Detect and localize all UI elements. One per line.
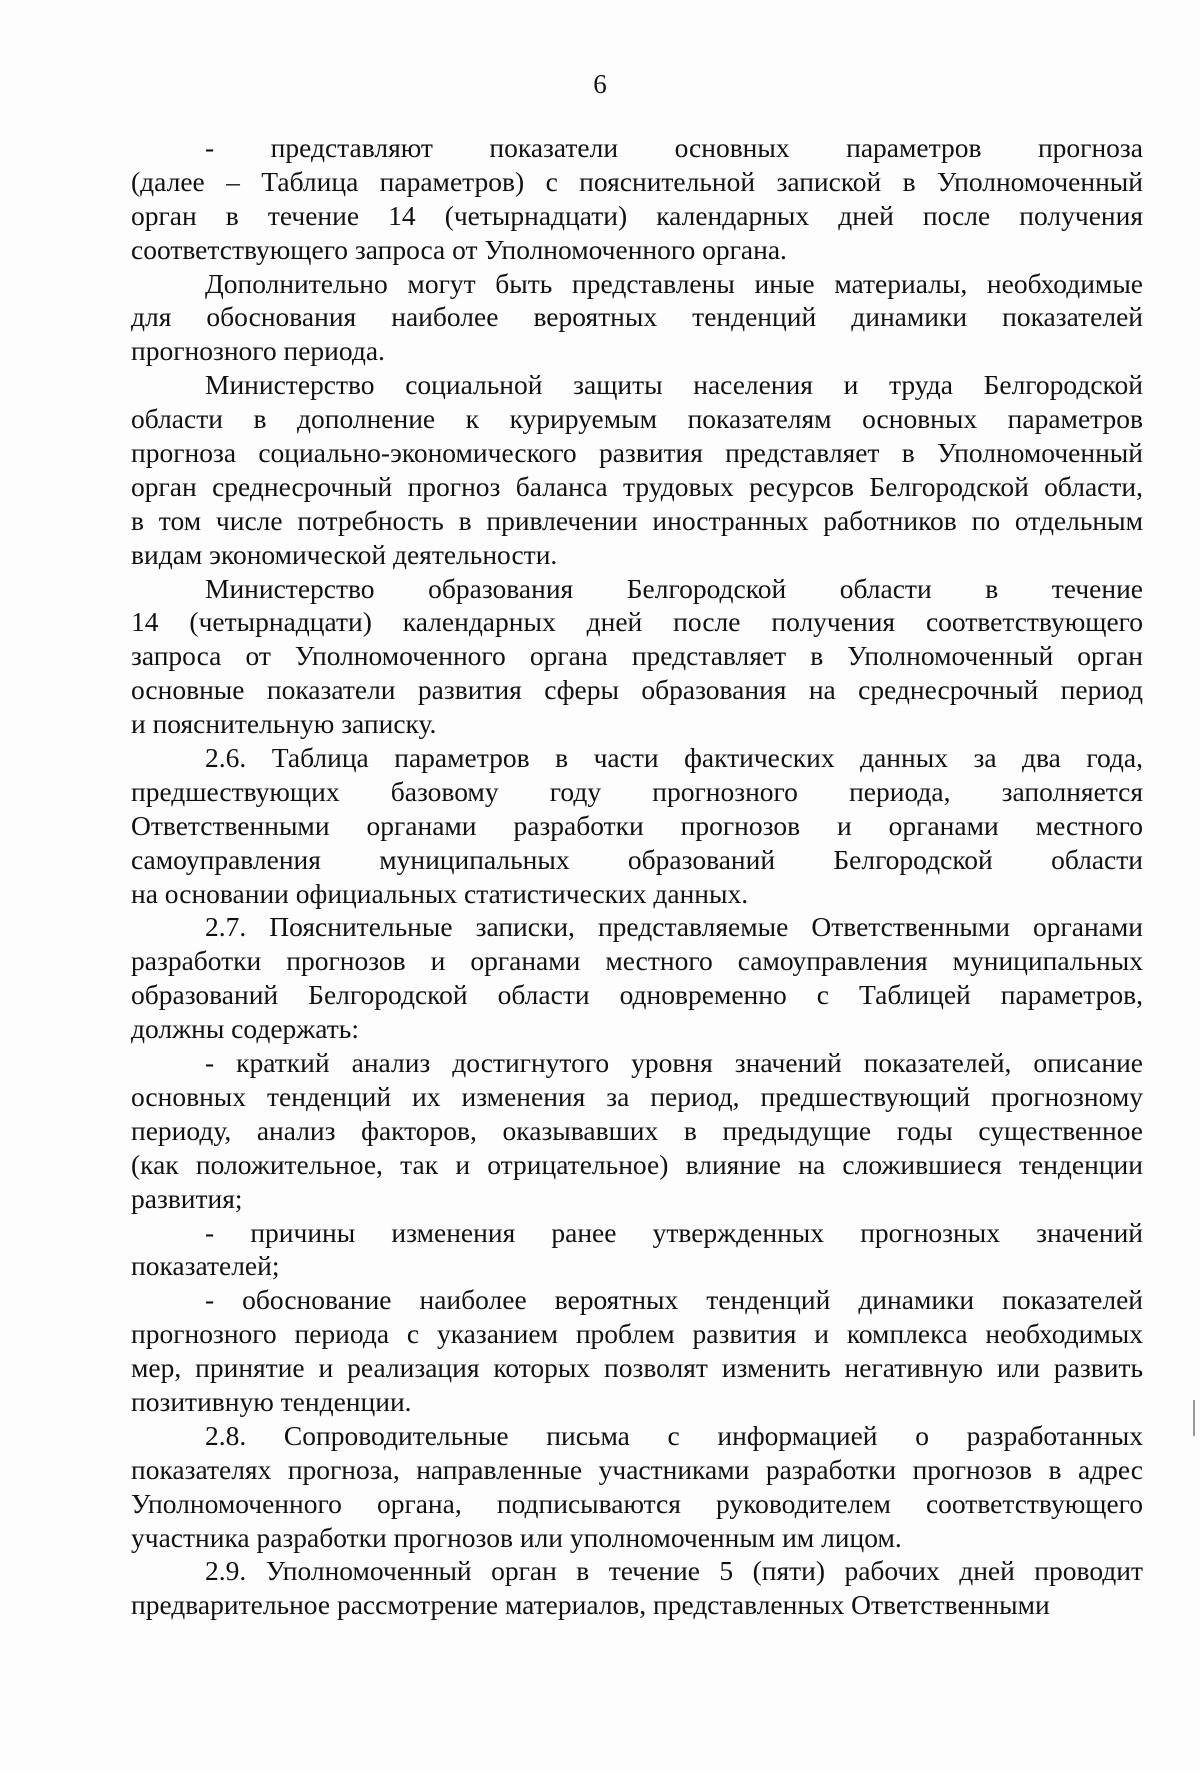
paragraph [131,572,1143,741]
text-line: - обоснование наиболее вероятных тенденций динамики показателей [205,1284,1143,1316]
text-line: прогноза социально-экономического развития представляет в Уполномоченный [131,437,1143,469]
text-line: показателях прогноза, направленные участниками разработки прогнозов в адрес [131,1453,1143,1485]
text-line: Ответственными органами разработки прогнозов и органами местного [131,809,1143,841]
text-line: орган в течение 14 (четырнадцати) календарных дней после получения [131,199,1143,231]
paragraph [131,1216,1143,1284]
text-line: 2.9. Уполномоченный орган в течение 5 (пяти) рабочих дней проводит [205,1555,1143,1587]
text-line: показателей; [131,1250,280,1282]
text-line: - краткий анализ достигнутого уровня значений показателей, описание [205,1047,1143,1079]
text-line: основные показатели развития сферы образования на среднесрочный период [131,674,1143,706]
text-line: 2.7. Пояснительные записки, представляемые Ответственными органами [205,911,1143,943]
document-body [131,131,1143,1622]
text-line: запроса от Уполномоченного органа представляет в Уполномоченный орган [131,640,1143,672]
text-line: образований Белгородской области одновременно с Таблицей параметров, [131,979,1143,1011]
text-line: и пояснительную записку. [131,708,437,740]
text-line: предшествующих базовому году прогнозного периода, заполняется [131,775,1143,807]
text-line: должны содержать: [131,1013,359,1045]
paragraph [131,910,1143,1046]
text-line: области в дополнение к курируемым показателям основных параметров [131,403,1143,435]
text-line: видам экономической деятельности. [131,538,558,570]
text-line: основных тенденций их изменения за период, предшествующий прогнозному [131,1080,1143,1112]
text-line: Уполномоченного органа, подписываются руководителем соответствующего [131,1487,1143,1519]
page-number: 6 [593,69,607,99]
text-line: периоду, анализ факторов, оказывавших в предыдущие годы существенное [131,1114,1143,1146]
paragraph [131,1554,1143,1622]
paragraph [131,368,1143,571]
text-line: 14 (четырнадцати) календарных дней после получения соответствующего [131,606,1143,638]
text-line: прогнозного периода. [131,335,385,367]
text-line: - причины изменения ранее утвержденных прогнозных значений [205,1216,1143,1248]
text-line: в том числе потребность в привлечении иностранных работников по отдельным [131,504,1143,536]
text-line: самоуправления муниципальных образований Белгородской области [131,843,1143,875]
text-line: предварительное рассмотрение материалов, представленных Ответственными [131,1589,1050,1621]
text-line: Министерство социальной защиты населения и труда Белгородской [205,369,1143,401]
paragraph [131,267,1143,369]
text-line: на основании официальных статистических данных. [131,877,749,909]
text-line: орган среднесрочный прогноз баланса трудовых ресурсов Белгородской области, [131,470,1143,502]
text-line: - представляют показатели основных параметров прогноза [205,132,1143,163]
text-line: (как положительное, так и отрицательное) влияние на сложившиеся тенденции [131,1148,1143,1180]
text-line: соответствующего запроса от Уполномоченного органа. [131,233,787,265]
paragraph [131,1419,1143,1555]
text-line: развития; [131,1182,243,1214]
text-line: участника разработки прогнозов или уполномоченным им лицом. [131,1521,902,1553]
text-line: позитивную тенденции. [131,1385,412,1417]
text-line: мер, принятие и реализация которых позволят изменить негативную или развить [131,1352,1143,1384]
text-line: для обоснования наиболее вероятных тенденций динамики показателей [131,301,1143,333]
text-line: разработки прогнозов и органами местного самоуправления муниципальных [131,945,1143,977]
text-line: 2.8. Сопроводительные письма с информацией о разработанных [205,1419,1143,1451]
text-line: (далее – Таблица параметров) с пояснительной запиской в Уполномоченный [131,165,1143,197]
paragraph [131,131,1143,267]
scan-edge-mark [1193,1400,1195,1436]
paragraph [131,741,1143,910]
text-line: Министерство образования Белгородской области в течение [205,572,1143,604]
paragraph [131,1046,1143,1215]
text-line: прогнозного периода с указанием проблем развития и комплекса необходимых [131,1318,1143,1350]
text-line: Дополнительно могут быть представлены иные материалы, необходимые [205,267,1143,299]
text-line: 2.6. Таблица параметров в части фактических данных за два года, [205,742,1143,774]
paragraph [131,1283,1143,1419]
